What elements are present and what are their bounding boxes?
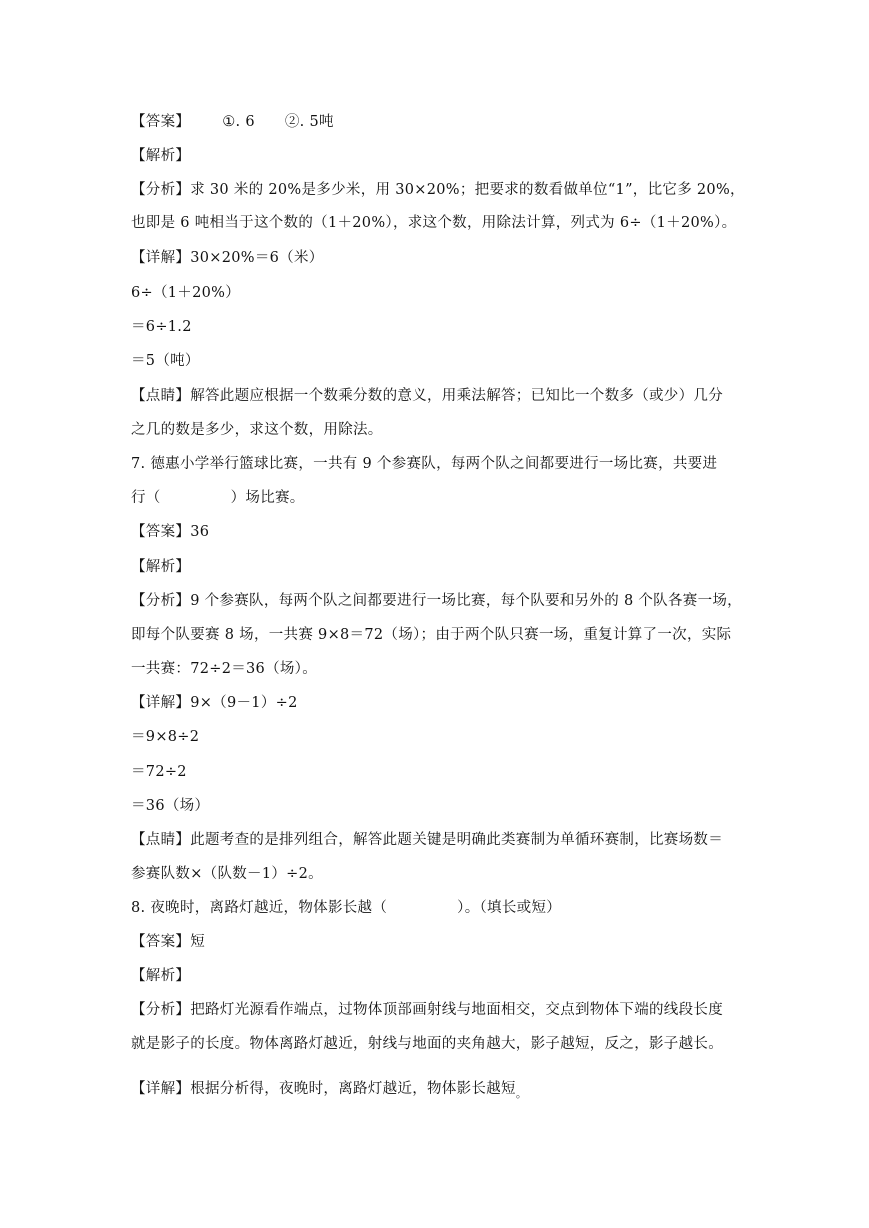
q7-calc-line-3: ＝36（场） xyxy=(131,798,210,814)
q7-dianjing-line-1: 【点睛】此题考查的是排列组合，解答此题关键是明确此类赛制为单循环赛制，比赛场数＝ xyxy=(131,832,723,848)
q6-calc-line-1: 6÷（1＋20%） xyxy=(131,285,241,301)
q7-question-line-2 xyxy=(131,488,746,508)
q6-analysis-label: 【解析】 xyxy=(131,148,191,164)
q7-fenxi-line-1: 【分析】9 个参赛队，每两个队之间都要进行一场比赛，每个队要和另外的 8 个队各赛一场， xyxy=(131,593,742,609)
q7-analysis-label: 【解析】 xyxy=(131,559,191,575)
q8-fenxi-line-2: 就是影子的长度。物体离路灯越近，射线与地面的夹角越大，影子越短，反之，影子越长。 xyxy=(131,1036,723,1052)
q7-answer: 【答案】36 xyxy=(131,524,210,540)
q7-dianjing-line-2: 参赛队数×（队数－1）÷2。 xyxy=(131,866,323,882)
q6-dianjing-line-1: 【点睛】解答此题应根据一个数乘分数的意义，用乘法解答；已知比一个数多（或少）几分 xyxy=(131,388,723,404)
q6-calc-line-3: ＝5（吨） xyxy=(131,353,200,369)
q8-xiangjie-line xyxy=(131,1079,746,1104)
q8-answer: 【答案】短 xyxy=(131,934,205,950)
q6-fenxi-line-2: 也即是 6 吨相当于这个数的（1＋20%），求这个数，用除法计算，列式为 6÷（1＋20%）。 xyxy=(131,215,737,231)
end-period: 。 xyxy=(515,1087,528,1100)
q7-xiangjie-line: 【详解】9×（9－1）÷2 xyxy=(131,695,298,711)
q7-question-part-a: 行（ xyxy=(131,490,161,506)
q7-calc-line-1: ＝9×8÷2 xyxy=(131,729,200,745)
q6-dianjing-line-2: 之几的数是多少，求这个数，用除法。 xyxy=(131,422,383,438)
q8-analysis-label: 【解析】 xyxy=(131,968,191,984)
q6-xiangjie-line: 【详解】30×20%＝6（米） xyxy=(131,250,324,266)
answer-item-2: ②. 5吨 xyxy=(284,114,334,130)
q7-fenxi-line-3: 一共赛：72÷2＝36（场）。 xyxy=(131,661,318,677)
q8-question-part-a: 8. 夜晚时，离路灯越近，物体影长越（ xyxy=(131,900,388,916)
answer-label: 【答案】 xyxy=(131,114,191,130)
q8-xiangjie-text: 【详解】根据分析得，夜晚时，离路灯越近，物体影长越短 xyxy=(131,1081,516,1097)
q7-calc-line-2: ＝72÷2 xyxy=(131,764,187,780)
q8-question-line xyxy=(131,898,746,918)
q6-fenxi-line-1: 【分析】求 30 米的 20%是多少米，用 30×20%；把要求的数看做单位“1”，比它多 20%， xyxy=(131,182,745,198)
q7-fenxi-line-2: 即每个队要赛 8 场，一共赛 9×8＝72（场）；由于两个队只赛一场，重复计算了一次，实际 xyxy=(131,627,732,643)
q8-fenxi-line-1: 【分析】把路灯光源看作端点，过物体顶部画射线与地面相交，交点到物体下端的线段长度 xyxy=(131,1002,723,1018)
q7-question-part-b: ）场比赛。 xyxy=(230,490,305,506)
q8-question-part-b: ）。（填长或短） xyxy=(457,900,562,916)
q6-answer-line xyxy=(131,112,746,132)
q6-calc-line-2: ＝6÷1.2 xyxy=(131,319,192,335)
answer-item-1: ①. 6 xyxy=(222,114,255,130)
q7-question-line-1: 7. 德惠小学举行篮球比赛，一共有 9 个参赛队，每两个队之间都要进行一场比赛，共要进 xyxy=(131,456,718,472)
